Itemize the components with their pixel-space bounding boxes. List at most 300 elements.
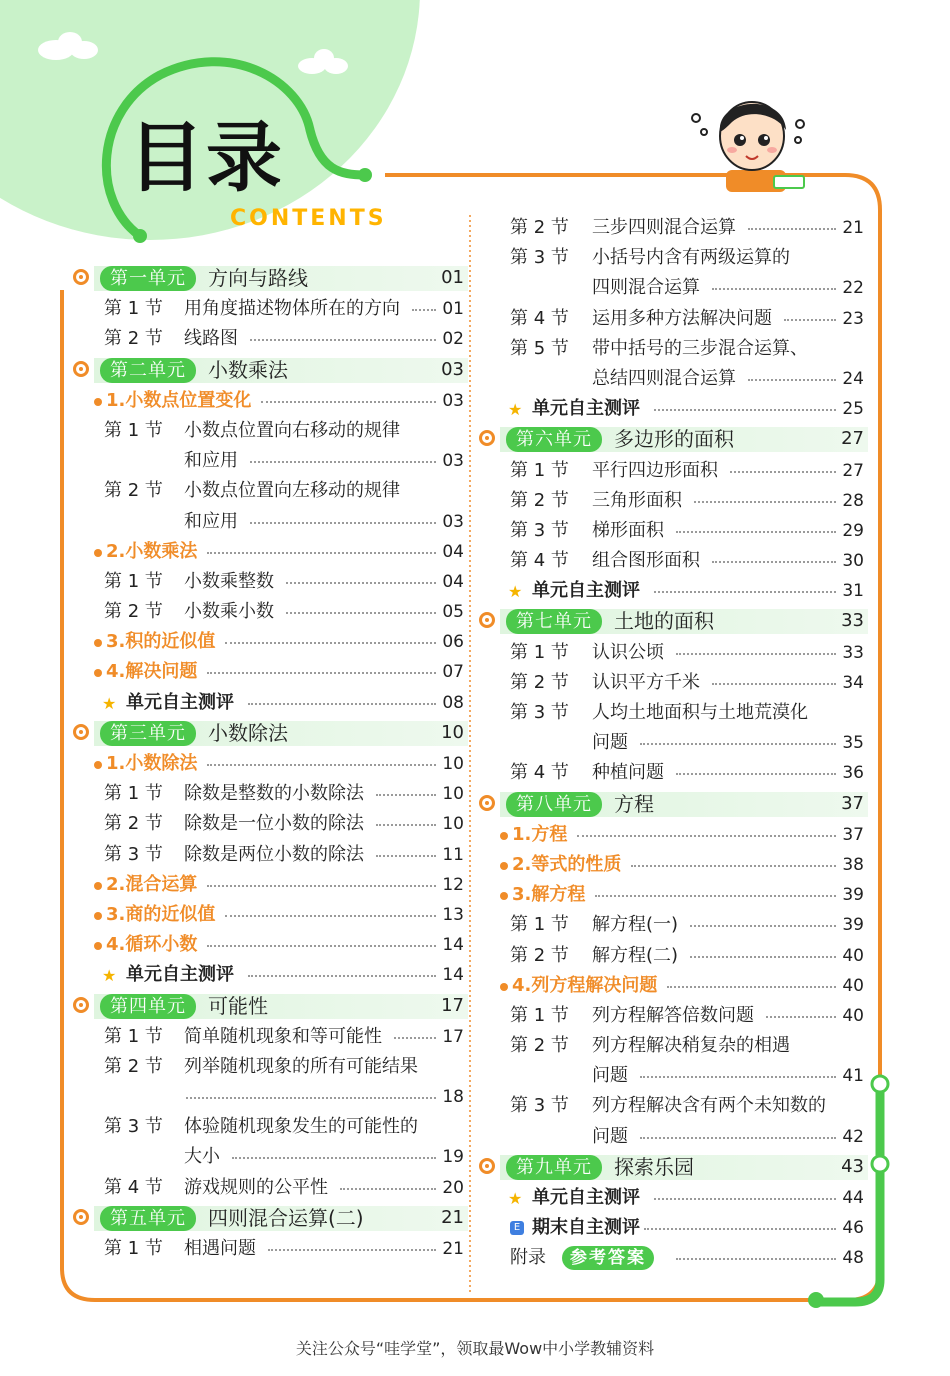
page-number: 30 <box>842 551 864 572</box>
lesson-number: 第 1 节 <box>104 1238 163 1259</box>
toc-lesson-row[interactable] <box>72 294 468 324</box>
dot-leader <box>676 773 836 775</box>
unit-title: 土地的面积 <box>614 609 714 634</box>
lesson-title: 列方程解决含有两个未知数的 <box>592 1095 826 1117</box>
lesson-title: 三角形面积 <box>592 489 682 511</box>
lesson-title: 四则混合运算 <box>592 277 700 299</box>
section-title: 3.解方程 <box>512 884 586 906</box>
bullet-icon <box>94 398 102 406</box>
page-number: 48 <box>842 1248 864 1269</box>
test-title: 单元自主测评 <box>532 1187 640 1208</box>
toc-lesson-continuation[interactable] <box>478 273 868 303</box>
lesson-number: 第 2 节 <box>510 944 569 966</box>
dot-leader <box>250 522 436 524</box>
lesson-title: 小数乘整数 <box>184 570 274 592</box>
toc-section-row[interactable] <box>72 386 468 416</box>
test-title: 单元自主测评 <box>532 580 640 602</box>
unit-tag: 第六单元 <box>506 427 602 452</box>
toc-lesson-row[interactable] <box>478 334 868 364</box>
page-number: 39 <box>842 915 864 936</box>
page-number: 06 <box>442 632 464 653</box>
toc-test-row[interactable] <box>72 688 468 718</box>
lesson-number: 第 2 节 <box>104 328 163 350</box>
toc-lesson-row[interactable] <box>72 416 468 446</box>
lesson-number: 第 3 节 <box>510 702 569 723</box>
page-number: 10 <box>442 754 464 774</box>
page-number: 27 <box>841 428 864 450</box>
page-number: 17 <box>441 994 464 1016</box>
lesson-number: 第 3 节 <box>104 1116 163 1138</box>
lesson-title: 总结四则混合运算 <box>592 367 736 389</box>
page-number: 28 <box>842 490 864 511</box>
toc-lesson-row[interactable] <box>72 567 468 597</box>
dot-leader <box>412 309 436 311</box>
section-title: 3.商的近似值 <box>106 903 216 925</box>
dot-leader <box>712 288 836 290</box>
toc-lesson-row[interactable] <box>72 809 468 839</box>
toc-lesson-continuation[interactable] <box>478 1122 868 1152</box>
lesson-number: 第 2 节 <box>510 217 569 238</box>
student-illustration-icon <box>688 88 816 200</box>
lesson-title: 组合图形面积 <box>592 550 700 572</box>
dot-leader <box>248 975 436 977</box>
page-number: 03 <box>442 390 464 411</box>
toc-lesson-continuation[interactable] <box>72 507 468 537</box>
toc-lesson-row[interactable] <box>72 1052 468 1082</box>
dot-leader <box>268 1249 436 1251</box>
toc-lesson-row[interactable] <box>478 1001 868 1031</box>
page-number: 10 <box>441 721 464 743</box>
lesson-number: 第 2 节 <box>104 1055 163 1077</box>
page-number: 12 <box>442 874 464 895</box>
page-number: 02 <box>442 329 464 350</box>
dot-leader <box>207 885 436 887</box>
toc-lesson-continuation[interactable] <box>478 364 868 394</box>
page-number: 19 <box>442 1147 464 1168</box>
unit-title: 小数乘法 <box>208 357 288 382</box>
dot-leader <box>654 409 836 411</box>
toc-unit-row[interactable] <box>478 789 868 820</box>
lesson-title: 种植问题 <box>592 762 664 784</box>
section-title: 3.积的近似值 <box>106 631 216 653</box>
dot-leader <box>207 945 436 947</box>
lesson-number: 第 1 节 <box>510 459 569 481</box>
lesson-title: 小数乘小数 <box>184 601 274 623</box>
section-title: 4.列方程解决问题 <box>512 974 658 996</box>
lesson-number: 第 2 节 <box>510 671 569 693</box>
toc-lesson-row[interactable] <box>478 213 868 243</box>
lesson-number: 第 4 节 <box>510 307 569 329</box>
toc-lesson-row[interactable] <box>478 304 868 334</box>
page-number: 35 <box>842 733 864 754</box>
section-title: 2.混合运算 <box>106 873 198 895</box>
dot-leader <box>595 895 836 897</box>
page-number: 42 <box>842 1126 864 1147</box>
star-icon: ★ <box>508 582 523 602</box>
lesson-number: 第 2 节 <box>104 813 163 835</box>
toc-section-row[interactable] <box>478 971 868 1001</box>
unit-title: 方向与路线 <box>208 266 308 290</box>
toc-lesson-continuation[interactable] <box>478 728 868 758</box>
dot-leader <box>250 339 436 341</box>
lesson-title: 三步四则混合运算 <box>592 217 736 238</box>
lesson-title: 相遇问题 <box>184 1238 256 1259</box>
toc-section-row[interactable] <box>72 627 468 657</box>
toc-lesson-row[interactable] <box>478 638 868 668</box>
dot-leader <box>676 1258 836 1260</box>
page-number: 07 <box>442 662 464 683</box>
toc-lesson-row[interactable] <box>72 324 468 354</box>
lesson-number: 第 1 节 <box>510 1004 569 1026</box>
section-title: 4.解决问题 <box>106 661 198 683</box>
lesson-title: 游戏规则的公平性 <box>184 1176 328 1198</box>
unit-tag: 第一单元 <box>100 266 196 291</box>
lesson-number: 第 3 节 <box>104 843 163 865</box>
bullet-icon <box>94 669 102 677</box>
page-number: 37 <box>841 792 864 814</box>
dot-leader <box>748 228 836 230</box>
section-title: 2.小数乘法 <box>106 540 198 562</box>
toc-lesson-row[interactable] <box>478 910 868 940</box>
dot-leader <box>654 591 836 593</box>
lesson-title: 体验随机现象发生的可能性的 <box>184 1116 418 1138</box>
dot-leader <box>676 531 836 533</box>
toc-lesson-row[interactable] <box>478 698 868 728</box>
dot-leader <box>640 1076 836 1078</box>
star-icon: ★ <box>102 966 117 986</box>
toc-section-row[interactable] <box>72 749 468 779</box>
dot-leader <box>631 865 836 867</box>
bullet-icon <box>479 612 495 628</box>
toc-unit-row[interactable] <box>72 718 468 749</box>
lesson-number: 第 1 节 <box>510 641 569 663</box>
toc-section-row[interactable] <box>478 850 868 880</box>
bullet-icon <box>500 832 508 840</box>
dot-leader <box>394 1037 436 1039</box>
lesson-number: 第 1 节 <box>510 914 569 936</box>
dot-leader <box>250 461 436 463</box>
dot-leader <box>225 915 436 917</box>
page-number: 13 <box>442 904 464 925</box>
lesson-title: 和应用 <box>184 510 238 532</box>
bullet-icon <box>94 942 102 950</box>
dot-leader <box>340 1188 436 1190</box>
lesson-title: 和应用 <box>184 450 238 472</box>
unit-title: 探索乐园 <box>614 1154 694 1179</box>
bullet-icon <box>479 430 495 446</box>
dot-leader <box>766 1016 836 1018</box>
toc-lesson-continuation[interactable] <box>478 1061 868 1091</box>
toc-lesson-row[interactable] <box>72 1234 468 1264</box>
dot-leader <box>690 925 836 927</box>
dot-leader <box>694 501 836 503</box>
toc-lesson-continuation[interactable] <box>72 1082 468 1112</box>
section-title: 2.等式的性质 <box>512 853 622 875</box>
unit-title: 小数除法 <box>208 720 288 745</box>
page-number: 40 <box>842 1005 864 1026</box>
page-number: 39 <box>842 885 864 906</box>
page-subtitle: CONTENTS <box>230 206 387 231</box>
section-title: 1.小数除法 <box>106 753 198 774</box>
toc-final-row[interactable] <box>478 1213 868 1243</box>
test-title: 单元自主测评 <box>126 691 234 713</box>
bullet-icon <box>73 724 89 740</box>
lesson-title: 小数点位置向右移动的规律 <box>184 419 400 441</box>
toc-lesson-row[interactable] <box>478 456 868 486</box>
lesson-title: 带中括号的三步混合运算、 <box>592 337 808 359</box>
dot-leader <box>376 855 436 857</box>
page-number: 40 <box>842 975 864 996</box>
dot-leader <box>640 1137 836 1139</box>
bullet-icon <box>73 997 89 1013</box>
page-number: 17 <box>442 1026 464 1047</box>
toc-unit-row[interactable] <box>72 991 468 1022</box>
lesson-title: 除数是一位小数的除法 <box>184 813 364 835</box>
star-icon: ★ <box>102 693 117 713</box>
toc-lesson-row[interactable] <box>478 758 868 788</box>
toc-section-row[interactable] <box>72 657 468 687</box>
lesson-number: 第 1 节 <box>104 570 163 592</box>
toc-column-right <box>478 213 868 1274</box>
toc-lesson-row[interactable] <box>478 546 868 576</box>
page-number: 01 <box>441 267 464 288</box>
lesson-number: 第 2 节 <box>510 1035 569 1057</box>
lesson-number: 第 3 节 <box>510 519 569 541</box>
dot-leader <box>186 1097 436 1099</box>
toc-lesson-row[interactable] <box>72 1022 468 1052</box>
toc-lesson-row[interactable] <box>478 1091 868 1121</box>
page-title: 目录 <box>128 113 284 202</box>
toc-test-row[interactable] <box>478 576 868 606</box>
title-loop-dot <box>133 229 147 243</box>
page-number: 21 <box>441 1206 464 1228</box>
bullet-icon <box>500 983 508 991</box>
page-number: 36 <box>842 763 864 784</box>
dot-leader <box>207 672 436 674</box>
page-number: 10 <box>442 814 464 835</box>
unit-tag: 第四单元 <box>100 994 196 1019</box>
bullet-icon <box>94 761 102 769</box>
dot-leader <box>577 835 836 837</box>
page-number: 11 <box>442 844 464 865</box>
toc-lesson-row[interactable] <box>72 1112 468 1142</box>
page-number: 04 <box>442 571 464 592</box>
lesson-title: 除数是整数的小数除法 <box>184 783 364 805</box>
lesson-title: 小数点位置向左移动的规律 <box>184 480 400 502</box>
page-number: 23 <box>842 308 864 329</box>
bullet-icon <box>500 862 508 870</box>
toc-lesson-row[interactable] <box>478 486 868 516</box>
page-number: 14 <box>442 965 464 986</box>
bullet-icon <box>94 549 102 557</box>
page-number: 22 <box>842 278 864 299</box>
page-number: 34 <box>842 672 864 693</box>
lesson-title: 问题 <box>592 1125 628 1147</box>
page-number: 37 <box>842 824 864 845</box>
page-number: 29 <box>842 520 864 541</box>
toc-column-left <box>72 263 468 1264</box>
dot-leader <box>232 1157 436 1159</box>
toc-section-row[interactable] <box>72 900 468 930</box>
lesson-number: 第 5 节 <box>510 337 569 359</box>
page-number: 46 <box>842 1218 864 1239</box>
lesson-number: 第 4 节 <box>104 1176 163 1198</box>
toc-lesson-row[interactable] <box>478 668 868 698</box>
lesson-title: 小括号内含有两级运算的 <box>592 247 790 269</box>
unit-tag: 第七单元 <box>506 609 602 634</box>
dot-leader <box>376 794 436 796</box>
lesson-number: 第 3 节 <box>510 1095 569 1117</box>
unit-tag: 第五单元 <box>100 1206 196 1231</box>
lesson-number: 第 2 节 <box>104 480 163 502</box>
unit-tag: 第三单元 <box>100 721 196 746</box>
page-number: 40 <box>842 945 864 966</box>
bullet-icon <box>479 795 495 811</box>
page-number: 14 <box>442 935 464 956</box>
lesson-title: 认识公顷 <box>592 641 664 663</box>
lesson-title: 运用多种方法解决问题 <box>592 307 772 329</box>
toc-lesson-row[interactable] <box>478 516 868 546</box>
dot-leader <box>712 561 836 563</box>
dot-leader <box>690 956 836 958</box>
page-number: 24 <box>842 368 864 389</box>
lesson-title: 用角度描述物体所在的方向 <box>184 298 400 320</box>
toc-section-row[interactable] <box>72 870 468 900</box>
toc-unit-row[interactable] <box>478 1152 868 1183</box>
page-number: 05 <box>442 602 464 623</box>
unit-tag: 第九单元 <box>506 1155 602 1180</box>
section-title: 1.小数点位置变化 <box>106 389 252 411</box>
dot-leader <box>225 642 436 644</box>
lesson-number: 第 4 节 <box>510 762 569 784</box>
toc-lesson-row[interactable] <box>72 476 468 506</box>
page-number: 33 <box>841 610 864 632</box>
toc-lesson-row[interactable] <box>478 1031 868 1061</box>
unit-title: 方程 <box>614 791 654 816</box>
page-number: 21 <box>842 218 864 238</box>
dot-leader <box>784 319 836 321</box>
toc-unit-row[interactable] <box>72 355 468 386</box>
unit-tag: 第二单元 <box>100 358 196 383</box>
page-number: 38 <box>842 854 864 875</box>
final-test-title: 期末自主测评 <box>532 1217 640 1239</box>
final-test-icon: E <box>510 1221 524 1235</box>
toc-lesson-continuation[interactable] <box>72 1142 468 1172</box>
dot-leader <box>261 401 436 403</box>
lesson-title: 解方程(一) <box>592 914 679 936</box>
dot-leader <box>376 824 436 826</box>
dot-leader <box>286 612 436 614</box>
page-number: 03 <box>441 358 464 380</box>
dot-leader <box>654 1198 836 1200</box>
page-number: 20 <box>442 1177 464 1198</box>
dot-leader <box>207 552 436 554</box>
toc-lesson-row[interactable] <box>478 941 868 971</box>
lesson-title: 列举随机现象的所有可能结果 <box>184 1055 418 1077</box>
toc-test-row[interactable] <box>478 394 868 424</box>
bullet-icon <box>73 361 89 377</box>
page-number: 03 <box>442 511 464 532</box>
page-number: 08 <box>442 692 464 713</box>
dot-leader <box>286 582 436 584</box>
lesson-title: 问题 <box>592 1065 628 1087</box>
toc-lesson-continuation[interactable] <box>72 446 468 476</box>
lesson-title: 列方程解决稍复杂的相遇 <box>592 1035 790 1057</box>
star-icon: ★ <box>508 1189 523 1208</box>
toc-section-row[interactable] <box>478 820 868 850</box>
page-number: 25 <box>842 399 864 420</box>
toc-section-row[interactable] <box>478 880 868 910</box>
page-number: 01 <box>442 299 464 320</box>
page-number: 44 <box>842 1188 864 1208</box>
toc-test-row[interactable] <box>72 960 468 990</box>
page-number: 43 <box>841 1155 864 1177</box>
toc-test-row[interactable] <box>478 1183 868 1213</box>
dot-leader <box>730 471 836 473</box>
page-number: 18 <box>442 1087 464 1108</box>
dot-leader <box>748 379 836 381</box>
lesson-number: 第 2 节 <box>104 601 163 623</box>
toc-lesson-row[interactable] <box>72 1173 468 1203</box>
dot-leader <box>640 743 836 745</box>
star-icon: ★ <box>508 400 523 420</box>
toc-section-row[interactable] <box>72 930 468 960</box>
lesson-title: 问题 <box>592 732 628 754</box>
toc-unit-row[interactable] <box>478 606 868 637</box>
page-number: 27 <box>842 460 864 481</box>
toc-lesson-row[interactable] <box>72 779 468 809</box>
toc-section-row[interactable] <box>72 537 468 567</box>
dot-leader <box>644 1228 836 1230</box>
lesson-number: 第 1 节 <box>104 783 163 805</box>
section-title: 1.方程 <box>512 823 568 845</box>
bullet-icon <box>73 1209 89 1225</box>
toc-appendix-row[interactable] <box>478 1243 868 1273</box>
unit-title: 可能性 <box>208 993 268 1018</box>
page-number: 41 <box>842 1066 864 1087</box>
lesson-title: 解方程(二) <box>592 944 679 966</box>
toc-lesson-row[interactable] <box>72 840 468 870</box>
unit-title: 四则混合运算(二) <box>208 1205 364 1230</box>
lesson-title: 除数是两位小数的除法 <box>184 843 364 865</box>
lesson-title: 线路图 <box>184 328 238 350</box>
lesson-number: 第 3 节 <box>510 247 569 269</box>
toc-unit-row[interactable] <box>72 263 468 294</box>
page-number: 21 <box>442 1239 464 1259</box>
toc-lesson-row[interactable] <box>478 243 868 273</box>
toc-lesson-row[interactable] <box>72 597 468 627</box>
lesson-title: 平行四边形面积 <box>592 459 718 481</box>
dot-leader <box>667 986 836 988</box>
bullet-icon <box>94 882 102 890</box>
answers-badge: 参考答案 <box>562 1246 654 1270</box>
page-number: 04 <box>442 541 464 562</box>
dot-leader <box>207 764 436 766</box>
toc-unit-row[interactable] <box>478 424 868 455</box>
page-number: 33 <box>842 642 864 663</box>
toc-unit-row[interactable] <box>72 1203 468 1234</box>
lesson-title: 大小 <box>184 1146 220 1168</box>
page-number: 10 <box>442 784 464 805</box>
lesson-title: 人均土地面积与土地荒漠化 <box>592 702 808 723</box>
lesson-number: 第 1 节 <box>104 419 163 441</box>
lesson-title: 列方程解答倍数问题 <box>592 1004 754 1026</box>
lesson-title: 简单随机现象和等可能性 <box>184 1025 382 1047</box>
dot-leader <box>248 703 436 705</box>
bullet-icon <box>500 892 508 900</box>
bullet-icon <box>479 1158 495 1174</box>
lesson-number: 第 2 节 <box>510 489 569 511</box>
